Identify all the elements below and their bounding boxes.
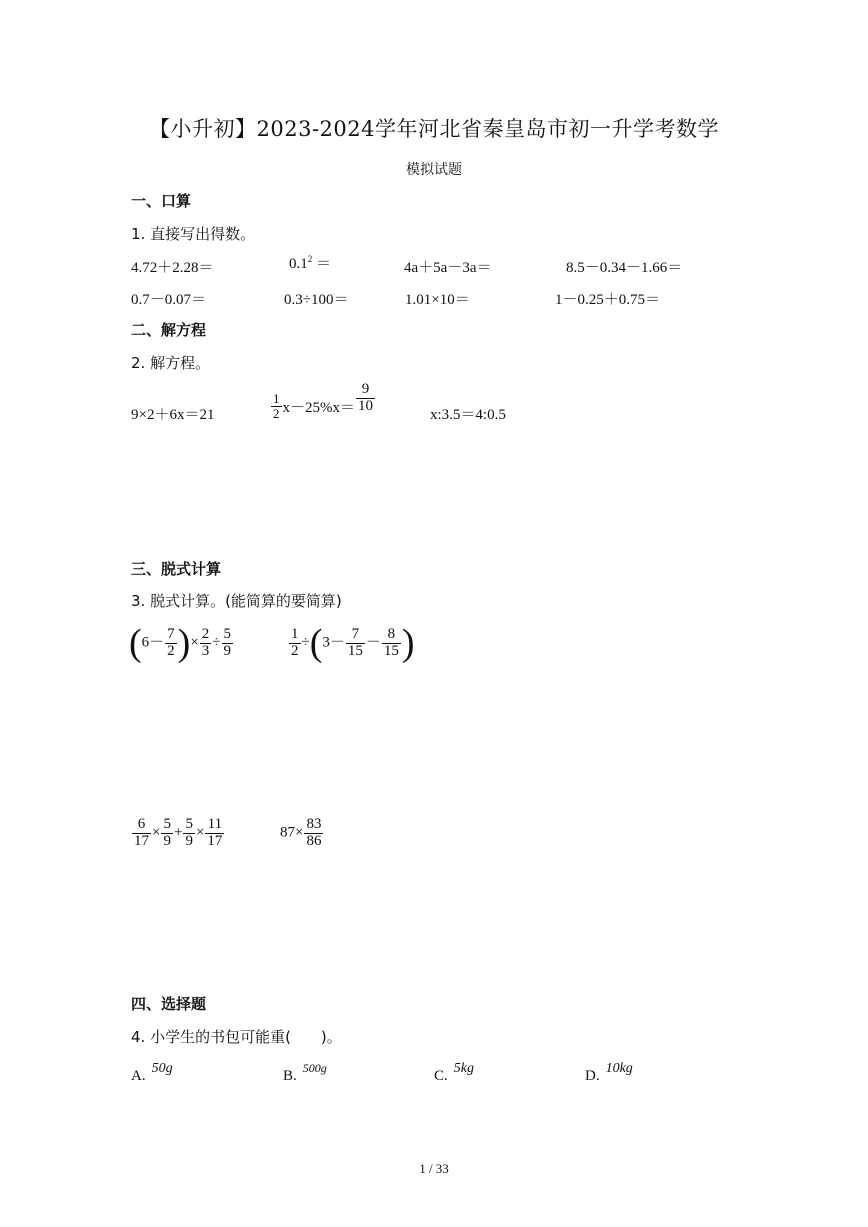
equation-2-rhs-fraction: $\frac{9}{10}$ — [358, 381, 373, 414]
oral-item-8: 1－0.25＋0.75＝ — [555, 292, 661, 308]
section-heading-oral: 一、口算 — [131, 192, 192, 210]
oral-item-2-exponent: 2 — [307, 254, 313, 264]
oral-item-4: 8.5－0.34－1.66＝ — [566, 260, 683, 276]
equation-2-middle: x－25%x＝ — [282, 399, 355, 416]
expression-1: (6－ $\frac{7}{2}$ )× $\frac{2}{3}$ ÷ $\frac{5}{9}$ — [129, 622, 232, 664]
oral-item-3: 4a＋5a－3a＝ — [404, 260, 492, 276]
equation-3: x:3.5＝4:0.5 — [430, 407, 506, 423]
expression-3-fraction-d: $\frac{11}{17}$ — [207, 816, 223, 849]
option-b-value: 500g — [302, 1061, 327, 1075]
expression-2-fraction-c: $\frac{8}{15}$ — [383, 625, 399, 659]
expression-1-fraction-c: $\frac{5}{9}$ — [223, 625, 232, 659]
section-heading-choice: 四、选择题 — [131, 995, 207, 1013]
expression-3-op-3: × — [195, 824, 205, 841]
expression-4-term: 87× — [280, 824, 304, 841]
expression-4-fraction: $\frac{83}{86}$ — [306, 816, 322, 849]
expression-1-fraction-b: $\frac{2}{3}$ — [201, 625, 210, 659]
option-b-letter: B. — [283, 1068, 297, 1084]
oral-item-5: 0.7－0.07＝ — [131, 292, 207, 308]
expression-3-op-2: + — [173, 824, 183, 841]
oral-item-7: 1.01×10＝ — [405, 292, 470, 308]
expression-3 — [131, 817, 225, 850]
expression-1-term: 6－ — [141, 634, 165, 651]
oral-item-6: 0.3÷100＝ — [284, 292, 349, 308]
expression-2: $\frac{1}{2}$ ÷(3－ $\frac{7}{15}$ － $\frac{8}{15}$ ) — [291, 622, 415, 664]
equation-1: 9×2＋6x＝21 — [131, 407, 215, 423]
question-1-text: 1. 直接写出得数。 — [131, 225, 256, 243]
option-b — [283, 1061, 327, 1085]
page-title: 【小升初】2023-2024学年河北省秦皇岛市初一升学考数学 — [149, 117, 719, 141]
oral-item-2-equals: ＝ — [316, 256, 332, 272]
expression-3-fraction-b: $\frac{5}{9}$ — [163, 816, 171, 849]
page-number: 1 / 33 — [419, 1161, 449, 1176]
expression-2-op-1: ÷ — [301, 634, 310, 651]
section-heading-equations: 二、解方程 — [131, 321, 207, 339]
expression-2-term: 3－ — [322, 634, 345, 651]
question-4-text: 4. 小学生的书包可能重( )。 — [131, 1028, 342, 1046]
option-a — [131, 1061, 173, 1085]
expression-1-fraction-a: $\frac{7}{2}$ — [167, 625, 175, 659]
expression-2-op-2: － — [365, 634, 381, 651]
option-a-value: 50g — [151, 1061, 173, 1076]
option-d — [585, 1061, 633, 1085]
expression-2-fraction-b: $\frac{7}{15}$ — [347, 625, 363, 659]
question-2-text: 2. 解方程。 — [131, 354, 211, 372]
expression-3-fraction-c: $\frac{5}{9}$ — [185, 816, 193, 849]
expression-1-op-2: ÷ — [212, 634, 221, 651]
oral-item-2-base: 0.1 — [289, 256, 308, 272]
page-subtitle: 模拟试题 — [406, 162, 462, 178]
expression-4 — [280, 817, 324, 850]
option-d-letter: D. — [585, 1068, 600, 1084]
equation-2 — [270, 381, 376, 421]
option-c — [434, 1061, 474, 1085]
expression-3-fraction-a: $\frac{6}{17}$ — [134, 816, 149, 849]
equation-2-fraction: $\frac{1}{2}$ — [273, 391, 280, 421]
option-c-value: 5kg — [453, 1061, 474, 1076]
option-d-value: 10kg — [605, 1061, 633, 1076]
oral-item-1: 4.72＋2.28＝ — [131, 260, 214, 276]
expression-3-op-1: × — [152, 824, 161, 841]
expression-1-op-1: × — [190, 634, 199, 651]
expression-2-fraction-a: $\frac{1}{2}$ — [291, 625, 299, 659]
oral-item-2 — [289, 252, 331, 273]
option-c-letter: C. — [434, 1068, 448, 1084]
section-heading-stepwise: 三、脱式计算 — [131, 560, 222, 578]
question-3-text: 3. 脱式计算。(能简算的要简算) — [131, 592, 342, 610]
option-a-letter: A. — [131, 1068, 146, 1084]
